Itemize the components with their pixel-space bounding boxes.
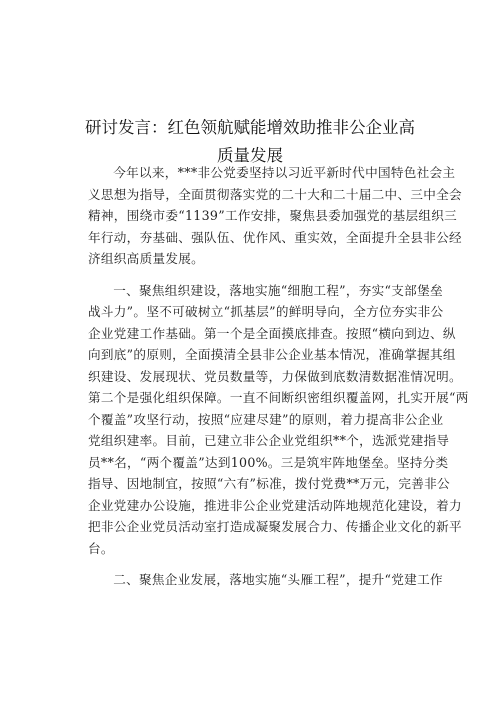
text-line: 指导、因地制宜，按照“六有”标准，拨付党费**万元，完善非公 [88,476,450,491]
text-line: 战斗力”。坚不可破树立“抓基层”的鲜明导向，全方位夯实非公 [88,304,444,319]
text-line: 把非公企业党员活动室打造成凝聚发展合力、传播企业文化的新平 [88,519,462,534]
paragraph-intro [88,162,462,270]
text-line: 台。 [88,540,114,556]
text-line: 济组织高质量发展。 [88,251,205,266]
text-line: 员**名，“两个覆盖”达到100%。三是筑牢阵地堡垒。坚持分类 [88,454,449,470]
document-body [88,162,469,601]
text-line: 向到底”的原则，全面摸清全县非公企业基本情况，准确掌握其组 [88,347,456,362]
text-line: 个覆盖”攻坚行动，按照“应建尽建”的原则，着力提高非公企业 [88,411,444,427]
text-line: 企业党建工作基础。第一个是全面摸底排查。按照“横向到边、纵 [88,325,456,341]
paragraph-section-1 [88,280,469,560]
title-line: 质量发展 [217,146,283,165]
text-line: 党组织建率。目前，已建立非公企业党组织**个，选派党建指导 [88,433,450,448]
text-line: 企业党建办公设施，推进非公企业党建活动阵地规范化建设，着力 [88,497,462,513]
text-line: 年行动，夯基础、强队伍、优作风、重实效，全面提升全县非公经 [88,229,462,245]
paragraph-section-2 [88,569,443,591]
text-line: 义思想为指导，全面贯彻落实党的二十大和二十届二中、三中全会 [88,186,462,202]
text-line: 第二个是强化组织保障。一直不间断织密组织覆盖网，扎实开展“两 [88,390,469,405]
text-line: 二、聚焦企业发展，落地实施“头雁工程”，提升“党建工作 [113,572,443,587]
text-line: 今年以来，***非公党委坚持以习近平新时代中国特色社会主 [113,165,456,180]
text-line: 精神，围绕市委“1139”工作安排，聚焦县委加强党的基层组织三 [88,208,458,223]
title-line: 研讨发言：红色领航赋能增效助推非公企业高 [85,118,415,137]
text-line: 一、聚焦组织建设，落地实施“细胞工程”，夯实“支部堡垒 [113,282,443,298]
text-line: 织建设、发展现状、党员数量等，力保做到底数清数据准情况明。 [88,368,462,384]
